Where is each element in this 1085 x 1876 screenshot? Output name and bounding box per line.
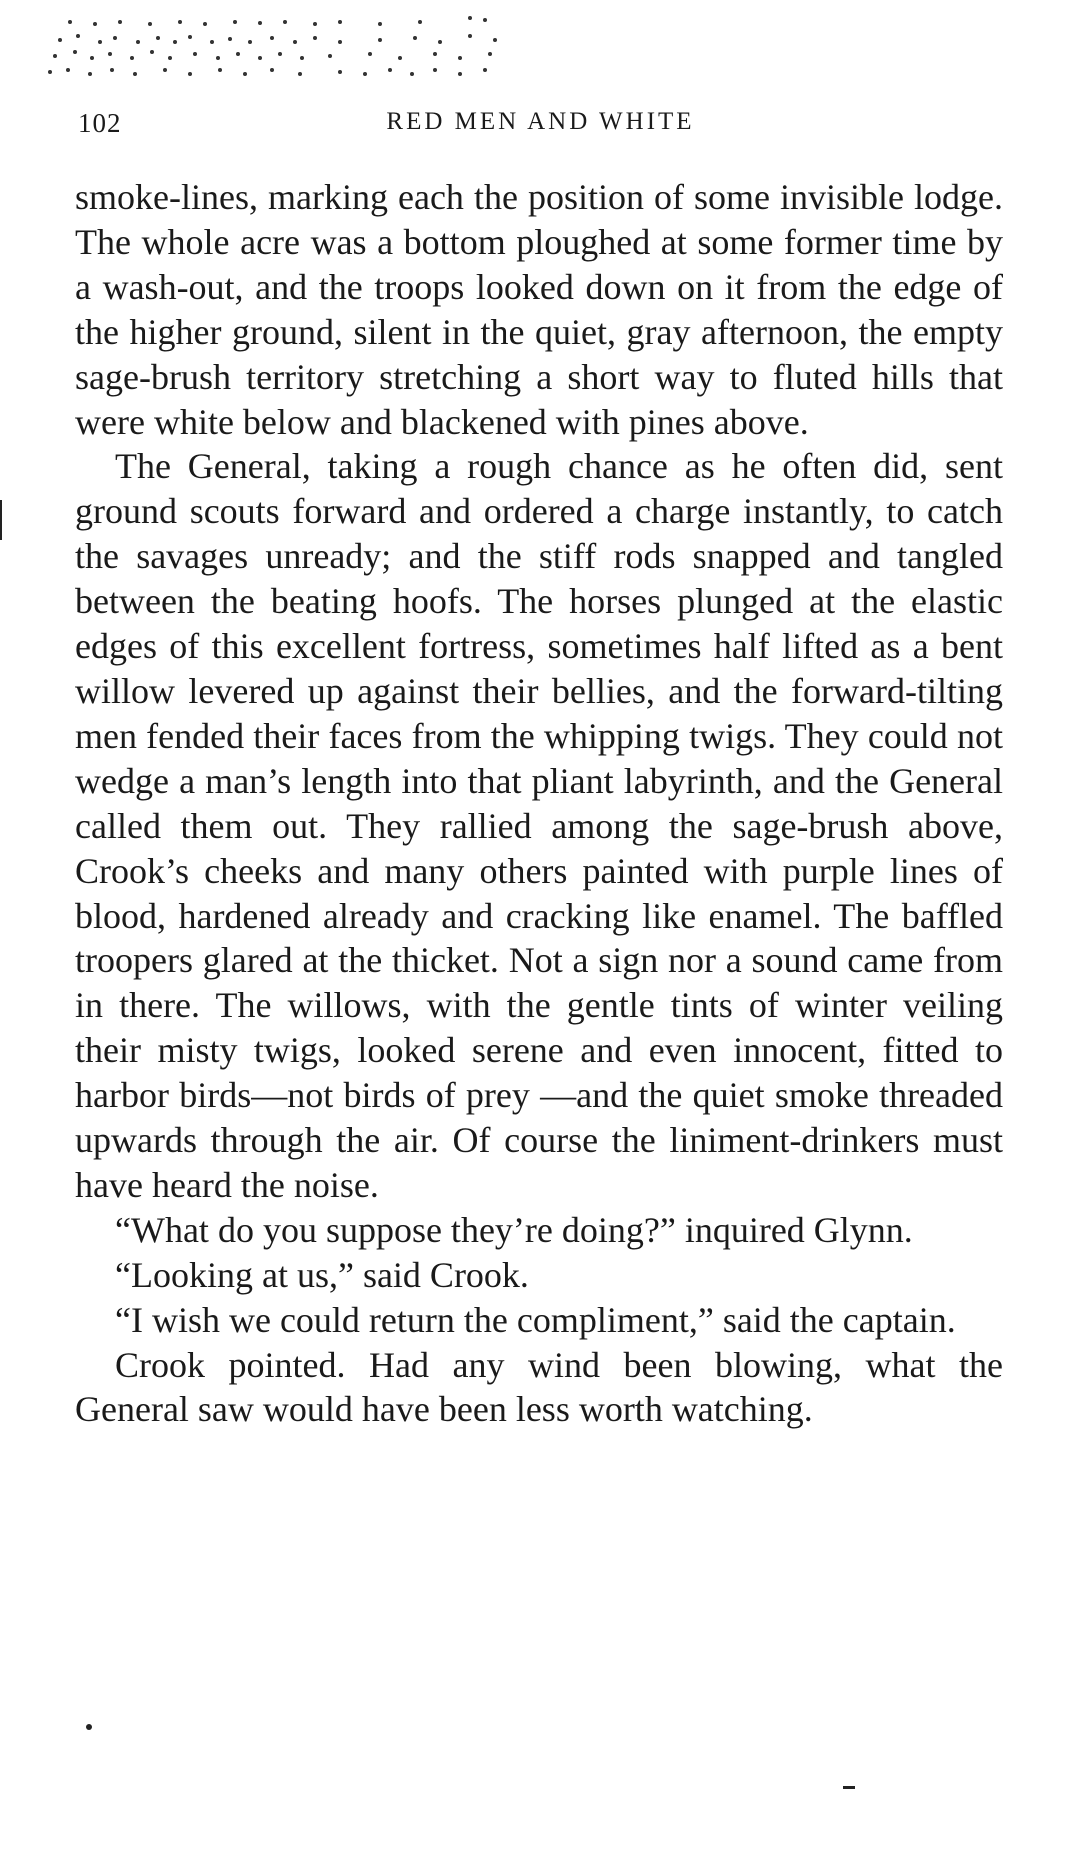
page-header <box>78 108 1003 144</box>
paragraph-6: Crook pointed. Had any wind been blowing, what the General saw would have been less worth watching. <box>75 1344 1003 1430</box>
margin-mark <box>0 500 2 540</box>
paragraph-4: “Looking at us,” said Crook. <box>115 1254 529 1295</box>
running-head: RED MEN AND WHITE <box>386 108 695 135</box>
paragraph-1: smoke-lines, marking each the position of some invisible lodge. The whole acre was a bottom ploughed at some former time by a wash-out, and the troops looked down on it from the edge of the higher ground, silent in the quiet, gray afternoon, the empty sage-brush territory stretching a short way to fluted hills that were white below and blackened with pines above. <box>75 177 1003 442</box>
print-speck <box>843 1786 855 1789</box>
page-number: 102 <box>78 108 122 138</box>
paragraph-3: “What do you suppose they’re doing?” inquired Glynn. <box>115 1209 913 1250</box>
print-speck <box>86 1724 92 1730</box>
paragraph-5: “I wish we could return the compliment,” said the captain. <box>115 1299 956 1340</box>
body-text <box>75 175 1003 1432</box>
paragraph-2: The General, taking a rough chance as he often did, sent ground scouts forward and ordered a charge instantly, to catch the savages unready; and the stiff rods snapped and tangled between the beating hoofs. The horses plunged at the elastic edges of this excellent fortress, sometimes half lifted as a bent willow levered up against their bellies, and the forward-tilting men fended their faces from the whipping twigs. They could not wedge a man’s length into that pliant labyrinth, and the General called them out. They rallied among the sage-brush above, Crook’s cheeks and many others painted with purple lines of blood, hardened already and cracking like enamel. The baffled troopers glared at the thicket. Not a sign nor a sound came from in there. The willows, with the gentle tints of winter veiling their misty twigs, looked serene and even innocent, fitted to harbor birds—not birds of prey —and the quiet smoke threaded upwards through the air. Of course the liniment-drinkers must have heard the noise. <box>75 446 1003 1205</box>
library-stamp-icon <box>40 12 540 82</box>
